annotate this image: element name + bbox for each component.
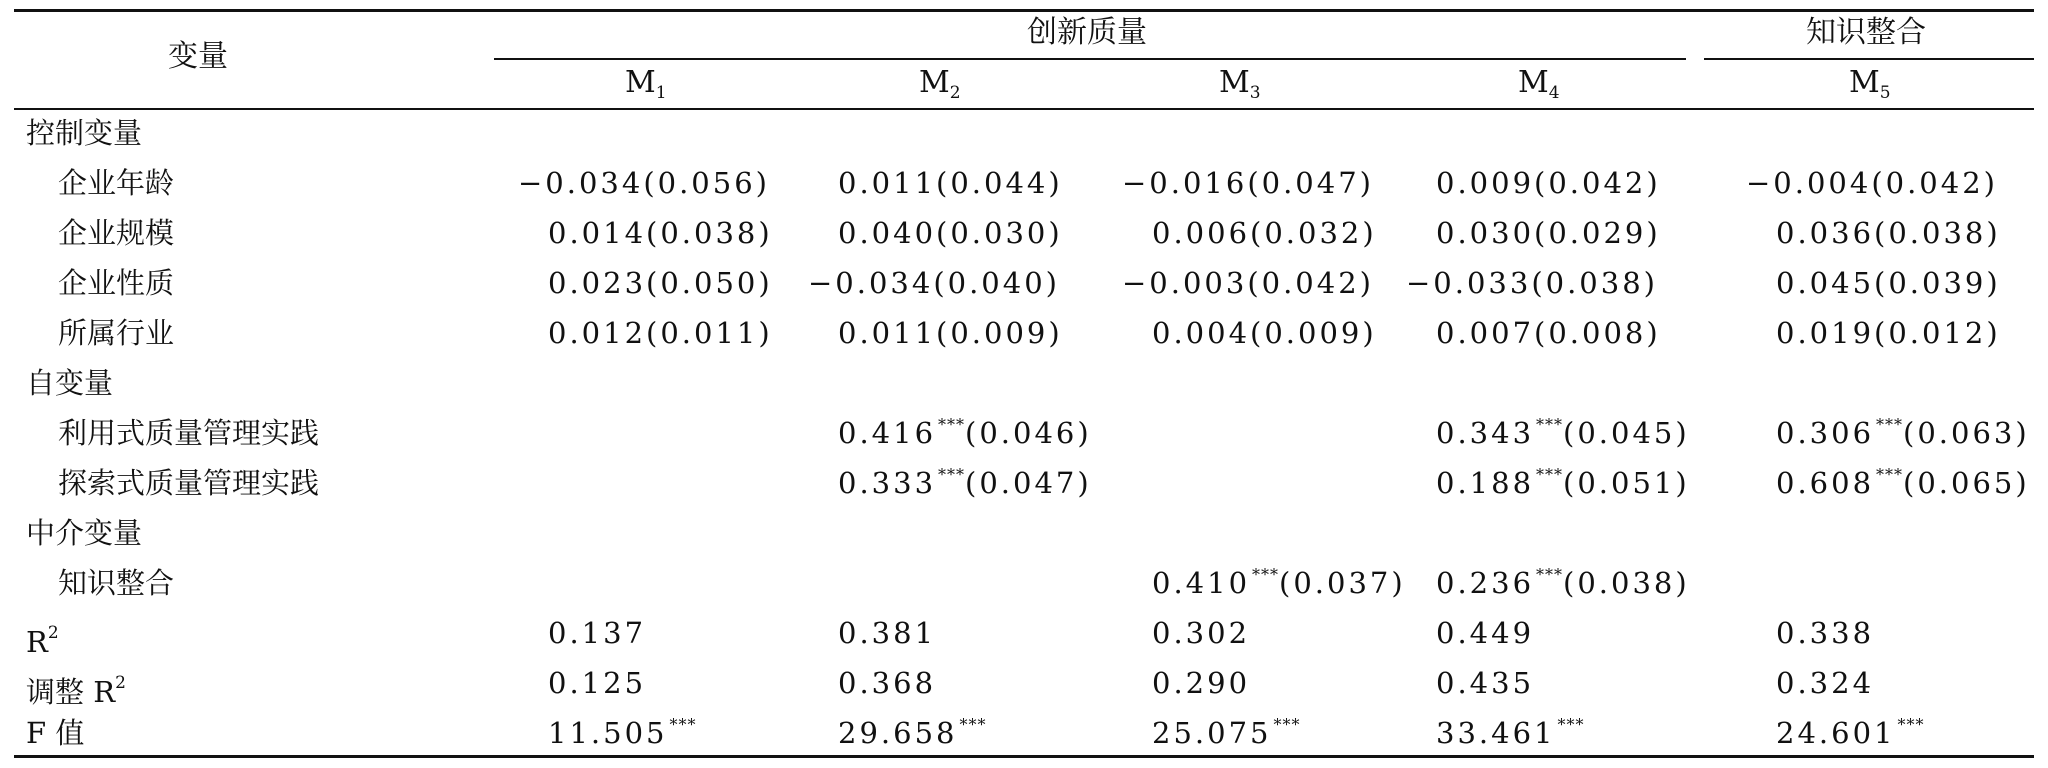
significance-stars: *** (1897, 715, 1925, 734)
coefficient-value: 0.449 (1436, 616, 1535, 650)
standard-error: (0.047) (1247, 166, 1374, 200)
row-label-industry: 所属行业 (58, 316, 175, 350)
model-header-m2: $M_2$ (919, 65, 961, 103)
coefficient-value: −0.016 (1122, 166, 1248, 200)
significance-stars: *** (1273, 715, 1301, 734)
top-rule (14, 9, 2034, 12)
table-cell (1436, 608, 1534, 658)
standard-error: (0.042) (1871, 166, 1998, 200)
table-cell (1436, 158, 1661, 208)
section-mediator: 中介变量 (26, 516, 143, 550)
standard-error: (0.046) (965, 416, 1092, 450)
table-cell (548, 658, 646, 708)
standard-error: (0.038) (1874, 216, 2001, 250)
coefficient-value: 0.338 (1776, 616, 1875, 650)
bottom-rule (14, 755, 2034, 758)
table-cell (1152, 608, 1250, 658)
standard-error: (0.011) (646, 316, 773, 350)
table-cell (1436, 558, 1690, 608)
significance-stars: *** (1536, 465, 1564, 484)
standard-error: (0.063) (1903, 416, 2030, 450)
table-cell (1152, 658, 1250, 708)
coefficient-value: 0.410 (1152, 566, 1251, 600)
table-cell (1436, 458, 1690, 508)
coefficient-value: 0.019 (1776, 316, 1875, 350)
coefficient-value: 0.036 (1776, 216, 1875, 250)
row-label-r2: $R^2$ (26, 623, 59, 659)
coefficient-value: 0.306 (1776, 416, 1875, 450)
table-cell (1776, 658, 1874, 708)
table-cell (838, 658, 936, 708)
table-cell (838, 608, 936, 658)
table-cell (1122, 258, 1374, 308)
table-cell (1152, 208, 1377, 258)
model-header-m4: $M_4$ (1518, 65, 1560, 103)
coefficient-value: 0.030 (1436, 216, 1535, 250)
standard-error: (0.042) (1247, 266, 1374, 300)
coefficient-value: 0.137 (548, 616, 647, 650)
table-cell (548, 258, 773, 308)
table-cell (548, 608, 646, 658)
significance-stars: *** (1536, 565, 1564, 584)
row-label-adj-r2: 调整 $R^2$ (26, 673, 126, 709)
table-cell (838, 158, 1063, 208)
table-cell (1776, 608, 1874, 658)
table-cell (808, 258, 1060, 308)
standard-error: (0.009) (1250, 316, 1377, 350)
table-cell (838, 208, 1063, 258)
standard-error: (0.044) (936, 166, 1063, 200)
coefficient-value: 0.007 (1436, 316, 1535, 350)
section-independent: 自变量 (26, 366, 114, 400)
coefficient-value: 11.505 (548, 716, 668, 750)
standard-error: (0.051) (1563, 466, 1690, 500)
coefficient-value: 29.658 (838, 716, 958, 750)
coefficient-value: 0.023 (548, 266, 647, 300)
significance-stars: *** (1557, 715, 1585, 734)
table-cell (1776, 458, 2030, 508)
coefficient-value: 33.461 (1436, 716, 1556, 750)
coefficient-value: 0.324 (1776, 666, 1875, 700)
coefficient-value: 0.045 (1776, 266, 1875, 300)
coefficient-value: 0.188 (1436, 466, 1535, 500)
coefficient-value: 0.236 (1436, 566, 1535, 600)
table-cell (548, 708, 696, 758)
group-header-knowledge: 知识整合 (1806, 15, 1926, 50)
coefficient-value: 0.343 (1436, 416, 1535, 450)
table-cell (1436, 708, 1584, 758)
table-cell (1436, 308, 1661, 358)
coefficient-value: 0.004 (1152, 316, 1251, 350)
coefficient-value: 0.416 (838, 416, 937, 450)
row-label-knowledge: 知识整合 (58, 566, 175, 600)
model-header-m5: $M_5$ (1849, 65, 1891, 103)
significance-stars: *** (1252, 565, 1280, 584)
standard-error: (0.038) (646, 216, 773, 250)
standard-error: (0.038) (1531, 266, 1658, 300)
model-header-m1: $M_1$ (625, 65, 667, 103)
table-cell (1152, 308, 1377, 358)
table-cell (1406, 258, 1658, 308)
coefficient-value: −0.033 (1406, 266, 1532, 300)
standard-error: (0.037) (1279, 566, 1406, 600)
row-label-age: 企业年龄 (58, 166, 175, 200)
coefficient-value: 0.014 (548, 216, 647, 250)
table-cell (518, 158, 770, 208)
coefficient-value: 0.009 (1436, 166, 1535, 200)
group-header-innovation: 创新质量 (1027, 15, 1147, 50)
coefficient-value: 24.601 (1776, 716, 1896, 750)
standard-error: (0.050) (646, 266, 773, 300)
table-cell (1776, 308, 2001, 358)
significance-stars: *** (1876, 465, 1904, 484)
table-cell (548, 308, 773, 358)
group-rule-innovation (494, 58, 1686, 60)
table-cell (1776, 208, 2001, 258)
coefficient-value: 0.012 (548, 316, 647, 350)
coefficient-value: 0.435 (1436, 666, 1535, 700)
coefficient-value: 0.125 (548, 666, 647, 700)
significance-stars: *** (938, 465, 966, 484)
coefficient-value: 0.302 (1152, 616, 1251, 650)
coefficient-value: 0.333 (838, 466, 937, 500)
standard-error: (0.030) (936, 216, 1063, 250)
coefficient-value: 0.381 (838, 616, 937, 650)
standard-error: (0.008) (1534, 316, 1661, 350)
coefficient-value: 0.290 (1152, 666, 1251, 700)
table-cell (1436, 208, 1661, 258)
significance-stars: *** (669, 715, 697, 734)
table-cell (838, 408, 1092, 458)
coefficient-value: 25.075 (1152, 716, 1272, 750)
table-cell (548, 208, 773, 258)
coefficient-value: 0.011 (838, 166, 937, 200)
table-cell (1776, 708, 1924, 758)
table-cell (1436, 658, 1534, 708)
standard-error: (0.032) (1250, 216, 1377, 250)
header-rule (14, 108, 2034, 110)
standard-error: (0.029) (1534, 216, 1661, 250)
table-cell (1776, 258, 2001, 308)
coefficient-value: −0.034 (808, 266, 934, 300)
table-cell (1746, 158, 1998, 208)
section-control: 控制变量 (26, 116, 143, 150)
row-label-nature: 企业性质 (58, 266, 175, 300)
standard-error: (0.040) (933, 266, 1060, 300)
standard-error: (0.038) (1563, 566, 1690, 600)
standard-error: (0.039) (1874, 266, 2001, 300)
row-label-size: 企业规模 (58, 216, 175, 250)
standard-error: (0.045) (1563, 416, 1690, 450)
row-label-f: F 值 (26, 716, 85, 750)
coefficient-value: 0.608 (1776, 466, 1875, 500)
standard-error: (0.012) (1874, 316, 2001, 350)
standard-error: (0.042) (1534, 166, 1661, 200)
model-header-m3: $M_3$ (1219, 65, 1261, 103)
variable-header: 变量 (168, 39, 228, 74)
coefficient-value: 0.368 (838, 666, 937, 700)
row-label-explore: 探索式质量管理实践 (58, 466, 320, 500)
significance-stars: *** (1876, 415, 1904, 434)
table-cell (838, 708, 986, 758)
coefficient-value: 0.006 (1152, 216, 1251, 250)
table-cell (838, 458, 1092, 508)
table-cell (1436, 408, 1690, 458)
standard-error: (0.047) (965, 466, 1092, 500)
significance-stars: *** (1536, 415, 1564, 434)
table-cell (1152, 558, 1406, 608)
standard-error: (0.056) (643, 166, 770, 200)
coefficient-value: 0.040 (838, 216, 937, 250)
row-label-exploit: 利用式质量管理实践 (58, 416, 320, 450)
significance-stars: *** (938, 415, 966, 434)
coefficient-value: −0.004 (1746, 166, 1872, 200)
table-cell (838, 308, 1063, 358)
table-cell (1152, 708, 1300, 758)
significance-stars: *** (959, 715, 987, 734)
standard-error: (0.065) (1903, 466, 2030, 500)
coefficient-value: −0.034 (518, 166, 644, 200)
table-cell (1776, 408, 2030, 458)
coefficient-value: −0.003 (1122, 266, 1248, 300)
table-cell (1122, 158, 1374, 208)
coefficient-value: 0.011 (838, 316, 937, 350)
standard-error: (0.009) (936, 316, 1063, 350)
